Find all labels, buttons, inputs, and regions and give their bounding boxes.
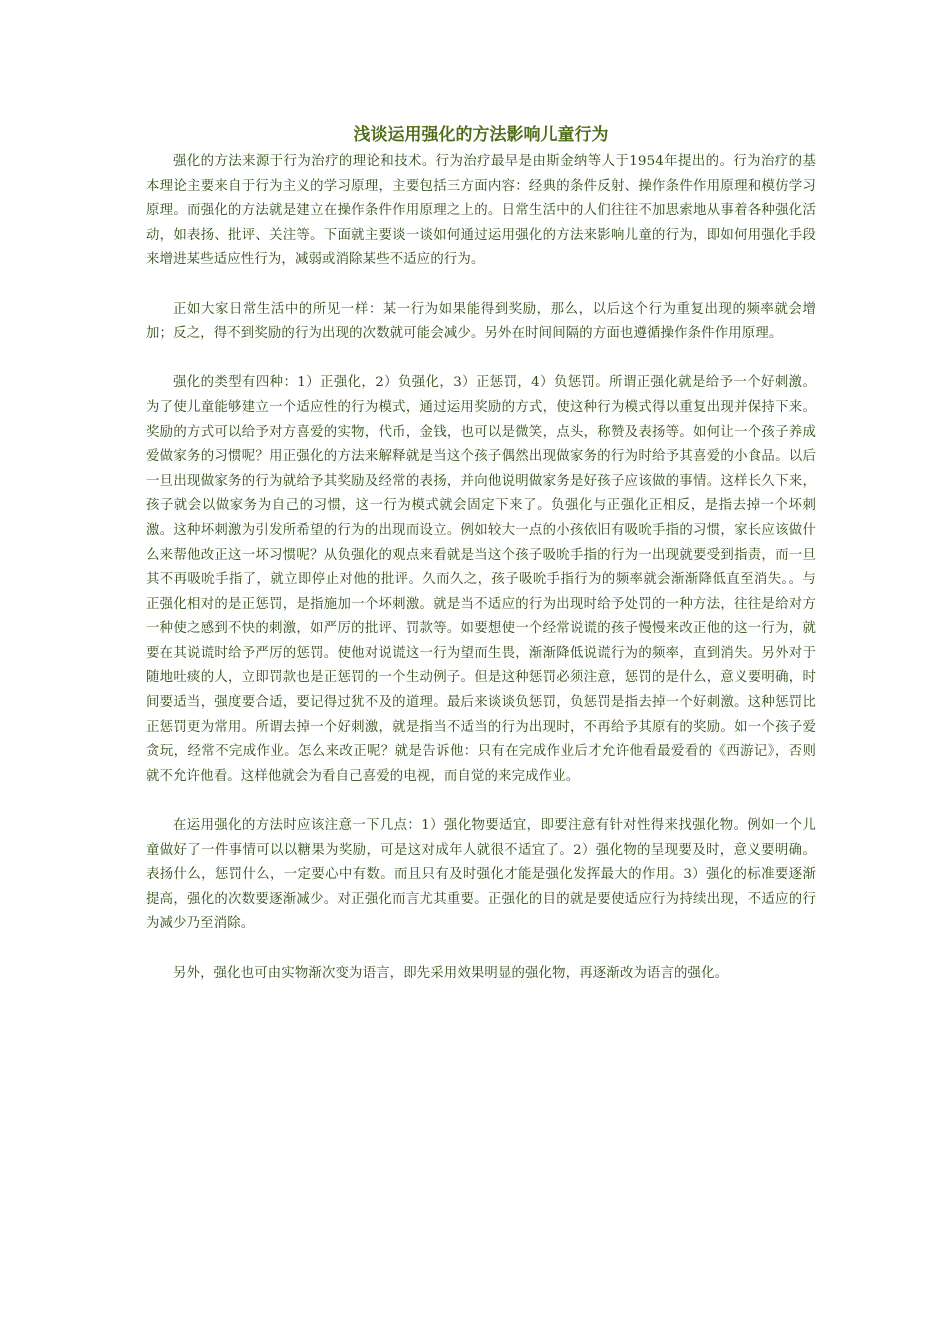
paragraph-types: 强化的类型有四种：1）正强化，2）负强化，3）正惩罚，4）负惩罚。所谓正强化就是给予一个好刺激。为了使儿童能够建立一个适应性的行为模式，通过运用奖励的方式，使这种行为模式得以重复出现并保持下来。奖励的方式可以给予对方喜爱的实物，代币，金钱，也可以是微笑，点头，称赞及表扬等。如何让一个孩子养成爱做家务的习惯呢？用正强化的方法来解释就是当这个孩子偶然出现做家务的行为时给予其喜爱的小食品。以后一旦出现做家务的行为就给予其奖励及经常的表扬，并向他说明做家务是好孩子应该做的事情。这样长久下来，孩子就会以做家务为自己的习惯，这一行为模式就会固定下来了。负强化与正强化正相反，是指去掉一个坏刺激。这种坏刺激为引发所希望的行为的出现而设立。例如较大一点的小孩依旧有吸吮手指的习惯，家长应该做什么来帮他改正这一坏习惯呢？从负强化的观点来看就是当这个孩子吸吮手指的行为一出现就要受到指责，而一旦其不再吸吮手指了，就立即停止对他的批评。久而久之，孩子吸吮手指行为的频率就会渐渐降低直至消失。。与正强化相对的是正惩罚，是指施加一个坏刺激。就是当不适应的行为出现时给予处罚的一种方法，往往是给对方一种使之感到不快的刺激，如严厉的批评、罚款等。如要想使一个经常说谎的孩子慢慢来改正他的这一行为，就要在其说谎时给予严厉的惩罚。使他对说谎这一行为望而生畏，渐渐降低说谎行为的频率，直到消失。另外对于随地吐痰的人，立即罚款也是正惩罚的一个生动例子。但是这种惩罚必须注意，惩罚的是什么，意义要明确，时间要适当，强度要合适，要记得过犹不及的道理。最后来谈谈负惩罚，负惩罚是指去掉一个好刺激。这种惩罚比正惩罚更为常用。所谓去掉一个好刺激，就是指当不适当的行为出现时，不再给予其原有的奖励。如一个孩子爱贪玩，经常不完成作业。怎么来改正呢？就是告诉他：只有在完成作业后才允许他看最爱看的《西游记》，否则就不允许他看。这样他就会为看自己喜爱的电视，而自觉的来完成作业。 (146, 375, 816, 784)
paragraph-conclusion: 另外，强化也可由实物渐次变为语言，即先采用效果明显的强化物，再逐渐改为语言的强化。 (173, 965, 729, 981)
document-page (146, 122, 816, 1011)
paragraph-notes: 在运用强化的方法时应该注意一下几点：1）强化物要适宜，即要注意有针对性得来找强化物。例如一个儿童做好了一件事情可以以糖果为奖励，可是这对成年人就很不适宜了。2）强化物的呈现要及时，意义要明确。表扬什么，惩罚什么，一定要心中有数。而且只有及时强化才能是强化发挥最大的作用。3）强化的标准要逐渐提高，强化的次数要逐渐减少。对正强化而言尤其重要。正强化的目的就是要使适应行为持续出现，不适应的行为减少乃至消除。 (146, 818, 816, 932)
paragraph-intro: 强化的方法来源于行为治疗的理论和技术。行为治疗最早是由斯金纳等人于1954年提出的。行为治疗的基本理论主要来自于行为主义的学习原理，主要包括三方面内容：经典的条件反射、操作条件作用原理和模仿学习原理。而强化的方法就是建立在操作条件作用原理之上的。日常生活中的人们往往不加思索地从事着各种强化活动，如表扬、批评、关注等。下面就主要谈一谈如何通过运用强化的方法来影响儿童的行为，即如何用强化手段来增进某些适应性行为，减弱或消除某些不适应的行为。 (146, 154, 816, 268)
paragraph-observation: 正如大家日常生活中的所见一样：某一行为如果能得到奖励，那么，以后这个行为重复出现的频率就会增加；反之，得不到奖励的行为出现的次数就可能会减少。另外在时间间隔的方面也遵循操作条件作用原理。 (146, 301, 816, 342)
document-title: 浅谈运用强化的方法影响儿童行为 (353, 125, 609, 145)
